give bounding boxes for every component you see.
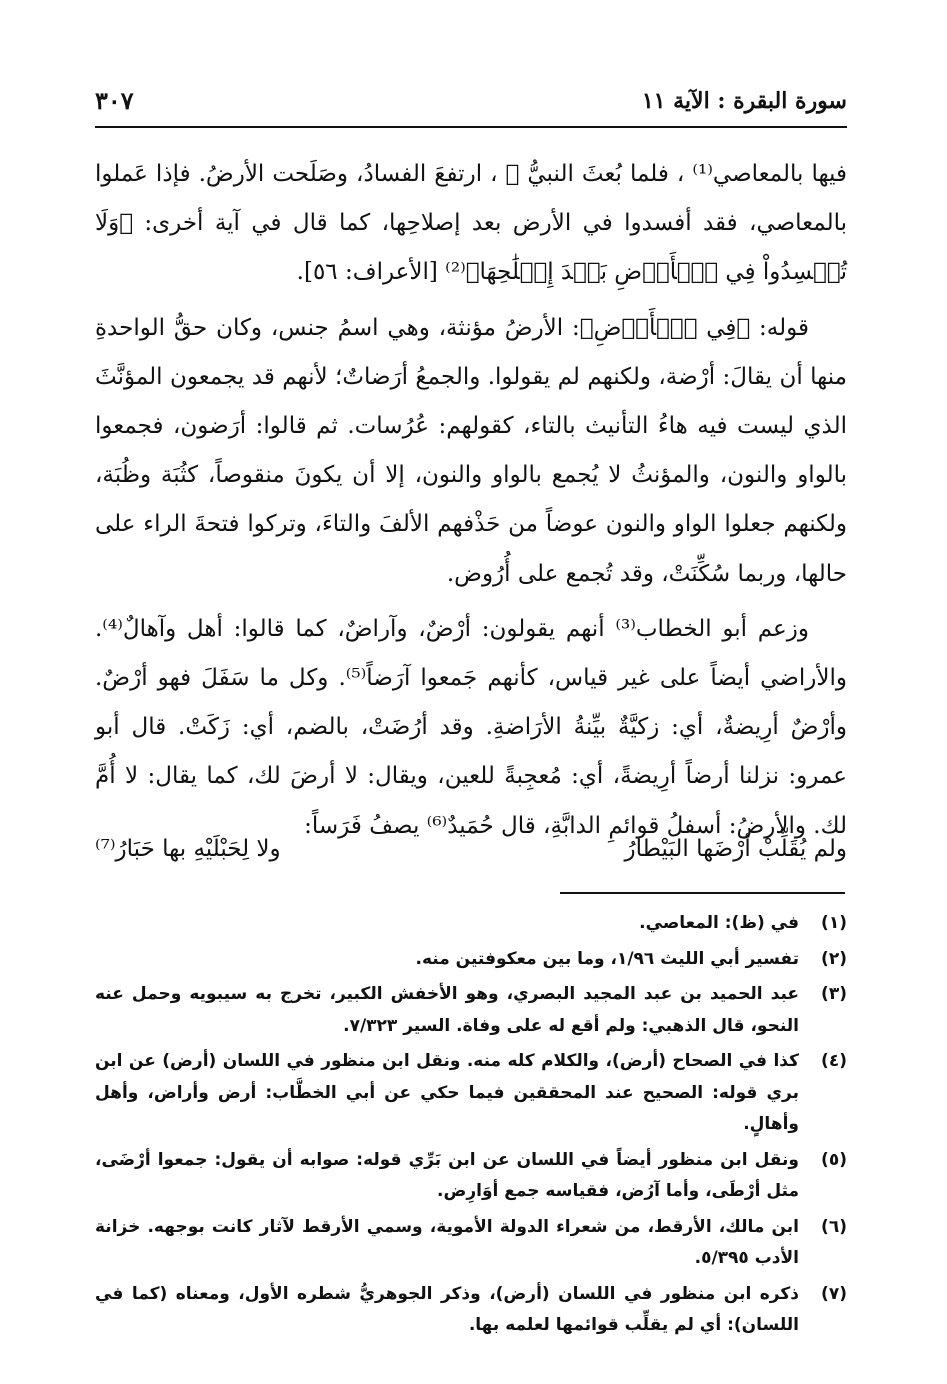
footnote-number: (٦) — [821, 1216, 847, 1237]
main-text — [95, 150, 847, 857]
footnote-number: (٥) — [821, 1149, 847, 1170]
page-header — [95, 82, 847, 128]
footnote-number: (٣) — [821, 984, 847, 1004]
footnote-number: (٢) — [821, 948, 847, 969]
footnote — [95, 1145, 847, 1208]
footnote-text: ابن مالك، الأرقط، من شعراء الدولة الأموية، وسمي الأرقط لآثار كانت بوجهه. خزانة الأدب ٥/٣٩٥. — [95, 1216, 799, 1268]
poetry-verse — [95, 836, 847, 878]
verse-first-hemistich: ولم يُقَلِّبْ أرْضَها البَيْطارُ — [624, 836, 847, 862]
footnote-separator — [560, 892, 845, 894]
footnote-text: عبد الحميد بن عبد المجيد البصري، وهو الأخفش الكبير، تخرج به سيبويه وحمل عنه النحو، قال الذهبي: ولم أقع له على وفاة. السير ٧/٣٢٣. — [95, 984, 799, 1036]
footnote-text: في (ظ): المعاصي. — [639, 913, 799, 933]
footnote-text: ونقل ابن منظور أيضاً في اللسان عن ابن بَرِّي قوله: صوابه أن يقول: جمعوا أرْضَى، مثل أرْطَى، وأما آرُض، فقياسه جمع أوَارِض. — [95, 1149, 799, 1201]
footnote-number: (١) — [821, 913, 847, 933]
page-number: ٣٠٧ — [95, 86, 134, 115]
footnote — [95, 1279, 847, 1342]
running-title: سورة البقرة : الآية ١١ — [641, 88, 847, 114]
footnote — [95, 979, 847, 1042]
footnote — [95, 1046, 847, 1141]
footnote-number: (٤) — [821, 1051, 847, 1071]
footnotes — [95, 908, 847, 1346]
footnote — [95, 944, 847, 976]
footnote — [95, 908, 847, 940]
footnote-text: تفسير أبي الليث ١/٩٦، وما بين معكوفتين منه. — [415, 948, 799, 969]
verse-second-hemistich: ولا لِحَبْلَيْهِ بها حَبَارُ⁽⁷⁾ — [95, 836, 281, 862]
paragraph: فيها بالمعاصي⁽¹⁾ ، فلما بُعثَ النبيُّ ﷺ ، ارتفعَ الفسادُ، وصَلَحت الأرضُ. فإذا عَملوا بالمعاصي، فقد أفسدوا في الأرض بعد إصلاحِها، كما قال في آية أخرى: ﴿وَلَا تُفۡسِدُواْ فِي ٱلۡأَرۡضِ بَعۡدَ إِصۡلَٰحِهَا﴾⁽²⁾ [الأعراف: ٥٦]. — [95, 161, 847, 286]
footnote-text: كذا في الصحاح (أرض)، والكلام كله منه. ونقل ابن منظور في اللسان (أرض) عن ابن بري قوله: الصحيح عند المحققين فيما حكي عن أبي الخطَّاب: أرض وأراض، وأهل وأهالٍ. — [95, 1051, 799, 1134]
footnote-number: (٧) — [821, 1283, 847, 1304]
paragraph: قوله: ﴿فِي ٱلۡأَرۡضِ﴾: الأرضُ مؤنثة، وهي اسمُ جنس، وكان حقُّ الواحدةِ منها أن يقالَ: أرْضة، ولكنهم لم يقولوا. والجمعُ أرَضاتٌ؛ لأنهم قد يجمعون المؤنَّثَ الذي ليست فيه هاءُ التأنيث بالتاء، كقولهم: عُرُسات. ثم قالوا: أرَضون، فجمعوا بالواو والنون، والمؤنثُ لا يُجمع بالواو والنون، إلا أن يكونَ منقوصاً، كثُبَة وظُبَة، ولكنهم جعلوا الواو والنون عوضاً من حَذْفهم الألفَ والتاءَ، وتركوا فتحةَ الراء على حالها، وربما سُكِّنَتْ، وقد تُجمع على أُرُوض. — [95, 314, 847, 587]
paragraph: وزعم أبو الخطاب⁽³⁾ أنهم يقولون: أرْضٌ، وآراضٌ، كما قالوا: أهل وآهالٌ⁽⁴⁾. والأراضي أيضاً على غير قياس، كأنهم جَمعوا آرَضاً⁽⁵⁾. وكل ما سَفَلَ فهو أرْضٌ. وأرْضٌ أرِيضةٌ، أي: زكيَّةٌ بيِّنةُ الأرَاضةِ. وقد أرُضَتْ، بالضم، أي: زَكَتْ. قال أبو عمرو: نزلنا أرضاً أرِيضةً، أي: مُعجِبةً للعين، ويقال: لا أرضَ لك، كما يقال: لا أُمَّ لك. والأرضُ: أسفلُ قوائمِ الدابَّةِ، قال حُمَيدٌ⁽⁶⁾ يصفُ فَرَساً: — [95, 615, 847, 839]
footnote-text: ذكره ابن منظور في اللسان (أرض)، وذكر الجوهريُّ شطره الأول، ومعناه (كما في اللسان): أي لم يقلِّب قوائمها لعلمه بها. — [95, 1283, 799, 1335]
footnote — [95, 1212, 847, 1275]
